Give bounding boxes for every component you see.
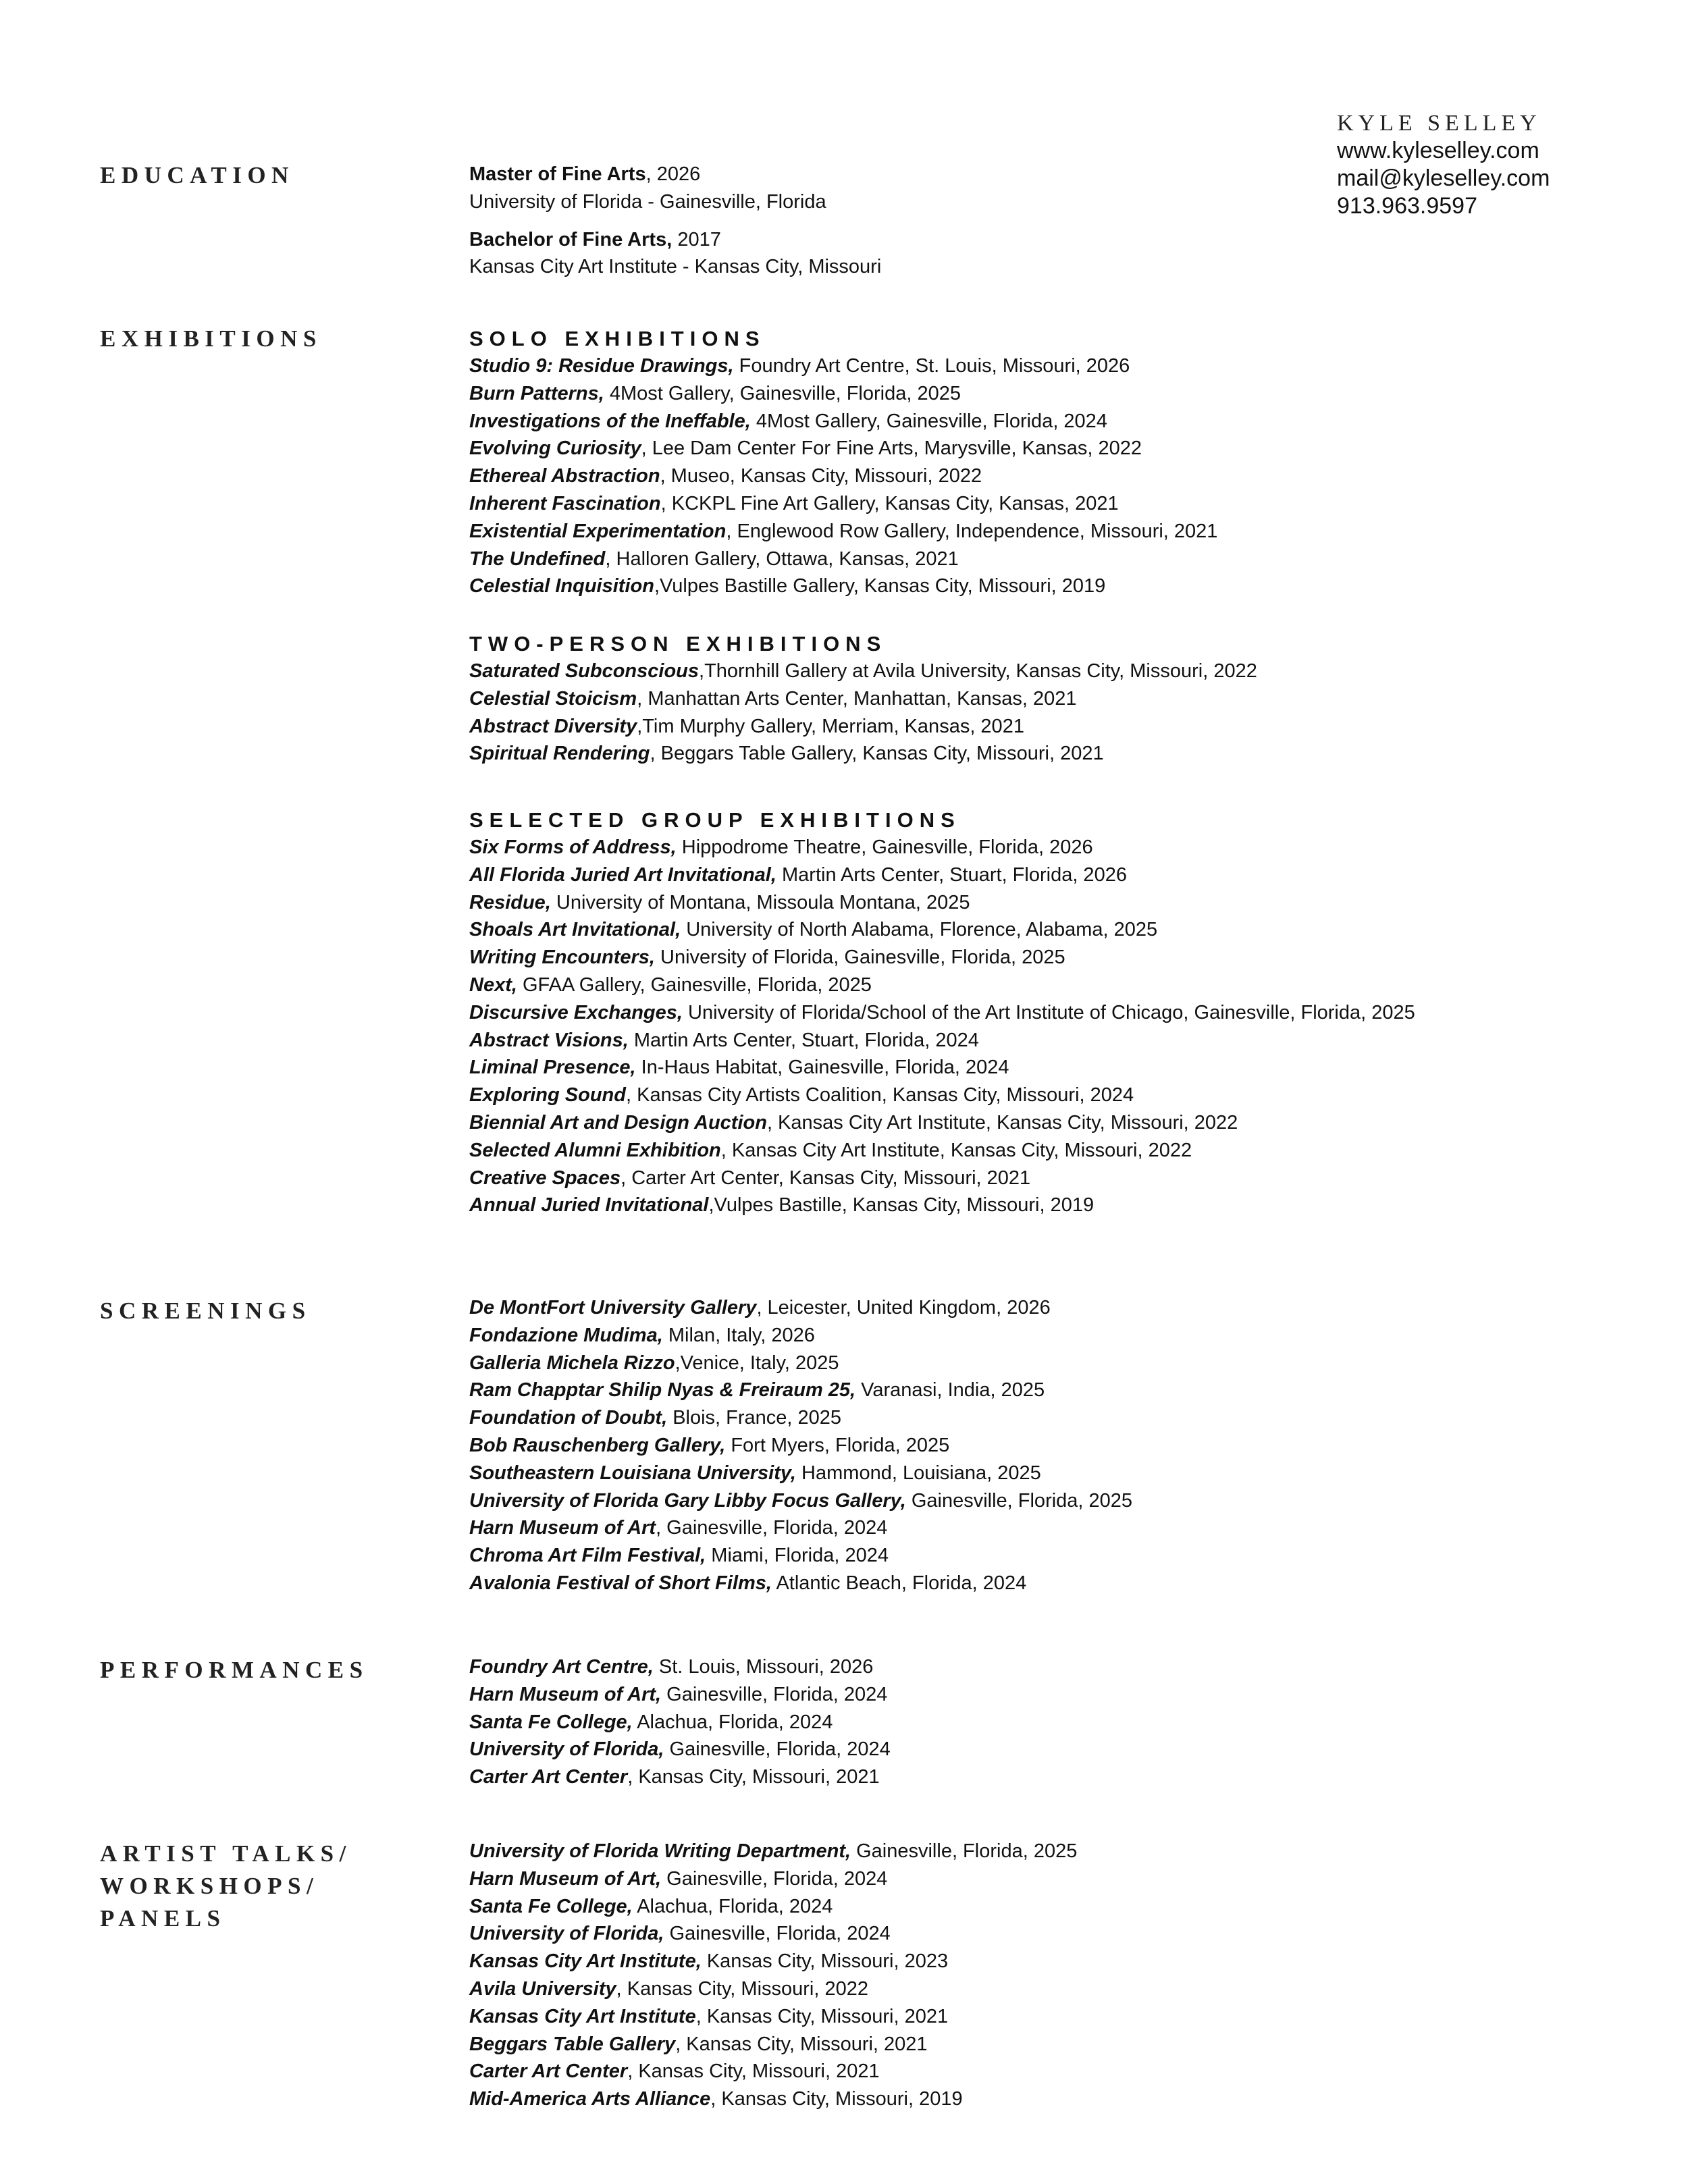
entry-details: , Lee Dam Center For Fine Arts, Marysville, Kansas, 2022 xyxy=(641,437,1142,460)
entry-details: , Kansas City Art Institute, Kansas City, Missouri, 2022 xyxy=(766,1111,1238,1134)
entry-title: Studio 9: Residue Drawings, xyxy=(469,355,734,377)
education-entry-degree xyxy=(469,226,881,254)
artist-talk-entry xyxy=(469,2031,1077,2058)
entry-details: Martin Arts Center, Stuart, Florida, 2024 xyxy=(628,1029,979,1051)
entry-details: , Kansas City, Missouri, 2021 xyxy=(627,1766,880,1788)
entry-details: , Kansas City, Missouri, 2021 xyxy=(627,2060,880,2083)
entry-details: , Leicester, United Kingdom, 2026 xyxy=(756,1297,1051,1319)
entry-title: Avalonia Festival of Short Films, xyxy=(469,1572,772,1594)
two-person-exhibitions-list xyxy=(469,658,1257,768)
entry-title: Harn Museum of Art xyxy=(469,1517,656,1539)
entry-details: 4Most Gallery, Gainesville, Florida, 2025 xyxy=(604,382,961,404)
screenings-block xyxy=(469,1294,1132,1597)
two-person-exhibition-entry xyxy=(469,658,1257,685)
entry-title: Evolving Curiosity xyxy=(469,437,641,460)
screening-entry xyxy=(469,1487,1132,1515)
entry-details: , Kansas City Artists Coalition, Kansas City, Missouri, 2024 xyxy=(626,1084,1134,1107)
entry-details: University of North Alabama, Florence, Alabama, 2025 xyxy=(681,919,1158,941)
entry-title: Mid-America Arts Alliance xyxy=(469,2088,711,2110)
entry-details: , Kansas City, Missouri, 2019 xyxy=(710,2088,963,2110)
entry-title: Creative Spaces xyxy=(469,1167,621,1189)
entry-details: ,Tim Murphy Gallery, Merriam, Kansas, 2021 xyxy=(637,715,1024,737)
group-exhibition-entry xyxy=(469,916,1415,944)
entry-title: Ethereal Abstraction xyxy=(469,465,660,487)
artist-talks-list xyxy=(469,1838,1077,2113)
performances-block xyxy=(469,1653,891,1791)
solo-exhibitions-list xyxy=(469,352,1217,600)
entry-details: Martin Arts Center, Stuart, Florida, 2026 xyxy=(776,863,1127,886)
solo-exhibition-entry xyxy=(469,435,1217,462)
entry-title: Santa Fe College, xyxy=(469,1711,633,1733)
entry-details: University of Florida, Gainesville, Florida, 2025 xyxy=(654,947,1065,969)
entry-details: University of Florida/School of the Art Institute of Chicago, Gainesville, Florida, 2025 xyxy=(682,1001,1415,1023)
entry-title: Santa Fe College, xyxy=(469,1895,633,1917)
two-person-exhibitions-subheading: TWO-PERSON EXHIBITIONS xyxy=(469,632,887,656)
group-exhibition-entry xyxy=(469,861,1415,889)
screening-entry xyxy=(469,1350,1132,1377)
artist-name: KYLE SELLEY xyxy=(1337,111,1541,136)
entry-details: , Carter Art Center, Kansas City, Missouri, 2021 xyxy=(621,1167,1031,1189)
group-exhibition-entry xyxy=(469,1027,1415,1055)
solo-exhibitions-block xyxy=(469,325,1217,600)
entry-title: Next, xyxy=(469,974,517,996)
artist-talk-entry xyxy=(469,2085,1077,2113)
entry-details: Gainesville, Florida, 2025 xyxy=(905,1489,1133,1512)
entry-details: , KCKPL Fine Art Gallery, Kansas City, Kansas, 2021 xyxy=(660,492,1119,514)
artist-talk-entry xyxy=(469,1920,1077,1948)
entry-details: , Halloren Gallery, Ottawa, Kansas, 2021 xyxy=(605,548,959,570)
artist-talk-entry xyxy=(469,1893,1077,1921)
website-link[interactable]: www.kyleselley.com xyxy=(1337,138,1539,163)
entry-title: Foundry Art Centre, xyxy=(469,1656,654,1678)
solo-exhibition-entry xyxy=(469,572,1217,600)
two-person-exhibitions-block xyxy=(469,631,1257,768)
education-entry-school: University of Florida - Gainesville, Florida xyxy=(469,190,826,213)
artist-talks-heading xyxy=(100,1838,352,1935)
entry-title: Kansas City Art Institute, xyxy=(469,1950,702,1973)
artist-talk-entry xyxy=(469,1948,1077,1975)
two-person-exhibition-entry xyxy=(469,685,1257,713)
entry-details: Foundry Art Centre, St. Louis, Missouri, 2026 xyxy=(733,355,1130,377)
entry-title: Saturated Subconscious xyxy=(469,660,700,682)
group-exhibition-entry xyxy=(469,1109,1415,1137)
entry-title: Carter Art Center xyxy=(469,2060,628,2083)
entry-details: Gainesville, Florida, 2024 xyxy=(664,1923,891,1945)
entry-details: Hippodrome Theatre, Gainesville, Florida, 2026 xyxy=(676,836,1093,858)
entry-title: Foundation of Doubt, xyxy=(469,1407,668,1429)
two-person-exhibition-entry xyxy=(469,740,1257,768)
group-exhibition-entry xyxy=(469,889,1415,917)
entry-title: Galleria Michela Rizzo xyxy=(469,1352,675,1374)
entry-details: Milan, Italy, 2026 xyxy=(662,1324,815,1346)
entry-details: , Englewood Row Gallery, Independence, Missouri, 2021 xyxy=(726,520,1218,542)
education-entry-school: Kansas City Art Institute - Kansas City, Missouri xyxy=(469,256,882,278)
entry-details: Gainesville, Florida, 2024 xyxy=(661,1683,888,1705)
artist-talks-block xyxy=(469,1838,1077,2113)
entry-details: Gainesville, Florida, 2025 xyxy=(851,1840,1078,1862)
entry-details: University of Montana, Missoula Montana, 2025 xyxy=(550,891,970,913)
entry-details: , Museo, Kansas City, Missouri, 2022 xyxy=(660,465,982,487)
entry-title: Burn Patterns, xyxy=(469,382,604,404)
artist-talk-entry xyxy=(469,1838,1077,1865)
entry-title: Harn Museum of Art, xyxy=(469,1867,662,1890)
artist-talk-entry xyxy=(469,2058,1077,2085)
group-exhibition-entry xyxy=(469,1192,1415,1219)
performance-entry xyxy=(469,1736,891,1763)
entry-title: Abstract Visions, xyxy=(469,1029,629,1051)
solo-exhibition-entry xyxy=(469,380,1217,408)
entry-title: Investigations of the Ineffable, xyxy=(469,410,751,432)
entry-title: Six Forms of Address, xyxy=(469,836,677,858)
entry-title: Chroma Art Film Festival, xyxy=(469,1545,706,1567)
group-exhibitions-subheading: SELECTED GROUP EXHIBITIONS xyxy=(469,808,961,832)
group-exhibition-entry xyxy=(469,944,1415,971)
group-exhibition-entry xyxy=(469,971,1415,999)
entry-details: , Beggars Table Gallery, Kansas City, Missouri, 2021 xyxy=(650,743,1104,765)
screening-entry xyxy=(469,1294,1132,1322)
entry-details: Alachua, Florida, 2024 xyxy=(632,1711,833,1733)
group-exhibition-entry xyxy=(469,1054,1415,1082)
artist-talks-heading-line: ARTIST TALKS/ xyxy=(100,1840,352,1867)
entry-details: , Gainesville, Florida, 2024 xyxy=(656,1517,888,1539)
entry-title: Carter Art Center xyxy=(469,1766,628,1788)
screening-entry xyxy=(469,1542,1132,1570)
entry-title: University of Florida, xyxy=(469,1923,664,1945)
entry-details: St. Louis, Missouri, 2026 xyxy=(653,1656,874,1678)
entry-details: Kansas City, Missouri, 2023 xyxy=(701,1950,949,1973)
education-heading: EDUCATION xyxy=(100,162,294,188)
entry-title: All Florida Juried Art Invitational, xyxy=(469,863,776,886)
screening-entry xyxy=(469,1404,1132,1432)
education-entry-degree xyxy=(469,161,881,188)
entry-title: Biennial Art and Design Auction xyxy=(469,1111,767,1134)
entry-title: Spiritual Rendering xyxy=(469,743,650,765)
entry-title: Annual Juried Invitational xyxy=(469,1194,709,1217)
two-person-exhibition-entry xyxy=(469,713,1257,741)
contact-block xyxy=(1337,109,1550,220)
screening-entry xyxy=(469,1570,1132,1597)
degree-title: Bachelor of Fine Arts, xyxy=(469,228,672,250)
solo-exhibition-entry xyxy=(469,462,1217,490)
email-link[interactable]: mail@kyleselley.com xyxy=(1337,165,1550,191)
entry-title: Kansas City Art Institute xyxy=(469,2005,696,2027)
entry-title: University of Florida, xyxy=(469,1738,664,1761)
education-list xyxy=(469,161,881,281)
entry-details: 4Most Gallery, Gainesville, Florida, 2024 xyxy=(750,410,1107,432)
entry-details: ,Thornhill Gallery at Avila University, Kansas City, Missouri, 2022 xyxy=(699,660,1257,682)
entry-title: Exploring Sound xyxy=(469,1084,626,1107)
artist-talk-entry xyxy=(469,1865,1077,1893)
group-exhibition-entry xyxy=(469,834,1415,861)
entry-details: Fort Myers, Florida, 2025 xyxy=(725,1434,950,1456)
entry-title: Liminal Presence, xyxy=(469,1057,636,1079)
screening-entry xyxy=(469,1322,1132,1350)
entry-title: Southeastern Louisiana University, xyxy=(469,1462,796,1484)
entry-title: Bob Rauschenberg Gallery, xyxy=(469,1434,726,1456)
entry-title: Shoals Art Invitational, xyxy=(469,919,681,941)
exhibitions-heading: EXHIBITIONS xyxy=(100,325,322,352)
entry-title: The Undefined xyxy=(469,548,606,570)
entry-details: ,Vulpes Bastille, Kansas City, Missouri, 2019 xyxy=(708,1194,1094,1217)
entry-title: Harn Museum of Art, xyxy=(469,1683,662,1705)
entry-title: Existential Experimentation xyxy=(469,520,727,542)
entry-details: , Manhattan Arts Center, Manhattan, Kansas, 2021 xyxy=(637,687,1077,710)
group-exhibition-entry xyxy=(469,999,1415,1027)
entry-title: Discursive Exchanges, xyxy=(469,1001,683,1023)
entry-title: Abstract Diversity xyxy=(469,715,637,737)
entry-title: Residue, xyxy=(469,891,551,913)
group-exhibitions-block xyxy=(469,807,1415,1219)
entry-title: University of Florida Gary Libby Focus Gallery, xyxy=(469,1489,906,1512)
group-exhibition-entry xyxy=(469,1165,1415,1192)
entry-title: Avila University xyxy=(469,1977,616,2000)
entry-details: ,Vulpes Bastille Gallery, Kansas City, Missouri, 2019 xyxy=(654,575,1106,597)
screenings-list xyxy=(469,1294,1132,1597)
group-exhibitions-list xyxy=(469,834,1415,1219)
solo-exhibition-entry xyxy=(469,352,1217,380)
screening-entry xyxy=(469,1514,1132,1542)
screening-entry xyxy=(469,1460,1132,1487)
entry-details: Atlantic Beach, Florida, 2024 xyxy=(772,1572,1027,1594)
entry-details: GFAA Gallery, Gainesville, Florida, 2025 xyxy=(517,974,872,996)
entry-details: In-Haus Habitat, Gainesville, Florida, 2024 xyxy=(635,1057,1009,1079)
entry-details: , Kansas City, Missouri, 2022 xyxy=(616,1977,868,2000)
solo-exhibition-entry xyxy=(469,518,1217,545)
solo-exhibition-entry xyxy=(469,408,1217,435)
entry-details: ,Venice, Italy, 2025 xyxy=(675,1352,839,1374)
entry-details: Hammond, Louisiana, 2025 xyxy=(796,1462,1041,1484)
entry-title: Celestial Inquisition xyxy=(469,575,654,597)
performances-list xyxy=(469,1653,891,1791)
solo-exhibition-entry xyxy=(469,545,1217,573)
performance-entry xyxy=(469,1709,891,1736)
performance-entry xyxy=(469,1681,891,1709)
workshops-heading-line: WORKSHOPS/ xyxy=(100,1873,319,1899)
entry-title: Inherent Fascination xyxy=(469,492,661,514)
performance-entry xyxy=(469,1653,891,1681)
screenings-heading: SCREENINGS xyxy=(100,1298,311,1324)
entry-details: Alachua, Florida, 2024 xyxy=(632,1895,833,1917)
performance-entry xyxy=(469,1763,891,1791)
screening-entry xyxy=(469,1432,1132,1460)
entry-title: University of Florida Writing Department, xyxy=(469,1840,851,1862)
degree-year: , 2026 xyxy=(645,163,701,185)
entry-title: De MontFort University Gallery xyxy=(469,1297,757,1319)
screening-entry xyxy=(469,1377,1132,1404)
degree-year: 2017 xyxy=(672,228,721,250)
entry-details: Varanasi, India, 2025 xyxy=(855,1379,1045,1402)
performances-heading: PERFORMANCES xyxy=(100,1657,369,1683)
entry-details: , Kansas City, Missouri, 2021 xyxy=(675,2033,928,2055)
solo-exhibitions-subheading: SOLO EXHIBITIONS xyxy=(469,327,766,350)
entry-details: , Kansas City, Missouri, 2021 xyxy=(695,2005,949,2027)
entry-details: Gainesville, Florida, 2024 xyxy=(661,1867,888,1890)
group-exhibition-entry xyxy=(469,1137,1415,1165)
entry-details: Blois, France, 2025 xyxy=(667,1407,842,1429)
entry-title: Ram Chapptar Shilip Nyas & Freiraum 25, xyxy=(469,1379,856,1402)
artist-talk-entry xyxy=(469,1975,1077,2003)
entry-details: Miami, Florida, 2024 xyxy=(706,1545,889,1567)
entry-title: Fondazione Mudima, xyxy=(469,1324,663,1346)
phone-number: 913.963.9597 xyxy=(1337,193,1477,219)
artist-talk-entry xyxy=(469,2003,1077,2031)
entry-details: , Kansas City Art Institute, Kansas City, Missouri, 2022 xyxy=(720,1139,1192,1161)
entry-details: Gainesville, Florida, 2024 xyxy=(664,1738,891,1761)
panels-heading-line: PANELS xyxy=(100,1905,226,1932)
entry-title: Selected Alumni Exhibition xyxy=(469,1139,721,1161)
entry-title: Writing Encounters, xyxy=(469,947,655,969)
solo-exhibition-entry xyxy=(469,490,1217,518)
entry-title: Beggars Table Gallery xyxy=(469,2033,676,2055)
group-exhibition-entry xyxy=(469,1082,1415,1109)
entry-title: Celestial Stoicism xyxy=(469,687,637,710)
degree-title: Master of Fine Arts xyxy=(469,163,646,185)
